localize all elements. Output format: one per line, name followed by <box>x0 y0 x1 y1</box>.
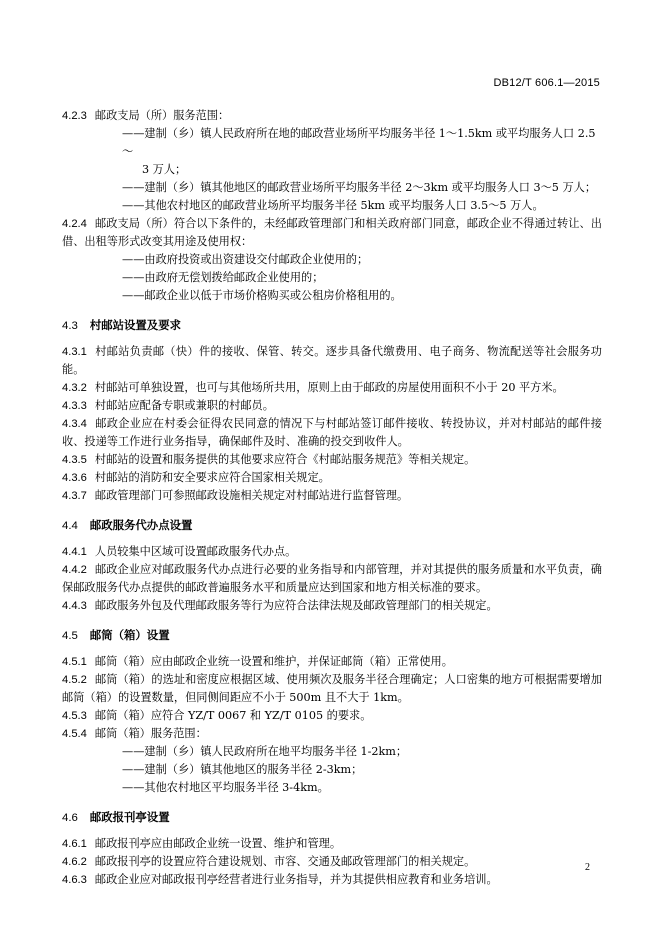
list-item: ——其他农村地区的邮政营业场所平均服务半径 5km 或平均服务人口 3.5～5 万人。 <box>122 199 544 212</box>
clause-4-6-2 <box>62 853 602 871</box>
clause-text: 邮政支局（所）服务范围： <box>94 109 230 122</box>
clause-number: 4.3.2 <box>62 382 87 394</box>
clause-text: 村邮站应配备专职或兼职的村邮员。 <box>94 399 274 412</box>
list-item: ——建制（乡）镇其他地区的邮政营业场所平均服务半径 2～3km 或平均服务人口 3～5 万人； <box>122 181 597 194</box>
clause-number: 4.4.1 <box>62 546 87 558</box>
section-number: 4.3 <box>62 320 78 332</box>
clause-number: 4.4.2 <box>62 564 87 576</box>
clause-number: 4.4.3 <box>62 600 87 612</box>
document-body <box>62 107 602 889</box>
clause-text: 邮筒（箱）应符合 YZ/T 0067 和 YZ/T 0105 的要求。 <box>94 709 372 722</box>
clause-number: 4.2.3 <box>62 110 87 122</box>
clause-text: 邮政报刊亭应由邮政企业统一设置、维护和管理。 <box>94 837 342 850</box>
section-heading-4-4 <box>62 517 602 535</box>
page-number: 2 <box>585 862 590 873</box>
clause-number: 4.6.1 <box>62 838 87 850</box>
document-id: DB12/T 606.1—2015 <box>493 77 600 89</box>
clause-number: 4.5.1 <box>62 656 87 668</box>
clause-number: 4.5.4 <box>62 728 87 740</box>
section-heading-4-3 <box>62 317 602 335</box>
clause-text: 邮政企业应对邮政报刊亭经营者进行业务指导，并为其提供相应教育和业务培训。 <box>94 873 498 886</box>
clause-number: 4.3.4 <box>62 418 87 430</box>
clause-text: 村邮站的设置和服务提供的其他要求应符合《村邮站服务规范》等相关规定。 <box>94 453 476 466</box>
section-number: 4.5 <box>62 630 78 642</box>
clause-4-3-3 <box>62 397 602 415</box>
clause-number: 4.3.1 <box>62 346 87 358</box>
clause-text: 邮政管理部门可参照邮政设施相关规定对村邮站进行监督管理。 <box>94 489 409 502</box>
clause-text: 村邮站的消防和安全要求应符合国家相关规定。 <box>94 471 330 484</box>
section-title: 村邮站设置及要求 <box>89 320 181 332</box>
clause-4-5-3 <box>62 707 602 725</box>
section-title: 邮政报刊亭设置 <box>89 812 170 824</box>
clause-4-2-4 <box>62 215 602 251</box>
clause-4-2-3 <box>62 107 602 125</box>
clause-number: 4.2.4 <box>62 218 87 230</box>
list-item: ——其他农村地区平均服务半径 3-4km。 <box>122 781 329 794</box>
clause-number: 4.3.5 <box>62 454 87 466</box>
list-item-continuation: 3 万人； <box>142 163 187 176</box>
section-heading-4-5 <box>62 627 602 645</box>
clause-text: 邮政报刊亭的设置应符合建设规划、市容、交通及邮政管理部门的相关规定。 <box>94 855 476 868</box>
clause-4-3-6 <box>62 469 602 487</box>
clause-number: 4.3.3 <box>62 400 87 412</box>
clause-number: 4.5.2 <box>62 674 87 686</box>
clause-4-4-1 <box>62 543 602 561</box>
clause-4-3-4 <box>62 415 602 451</box>
list-item: ——由政府无偿划拨给邮政企业使用的； <box>122 271 324 284</box>
clause-text: 邮筒（箱）服务范围： <box>94 727 207 740</box>
list-item: ——邮政企业以低于市场价格购买或公租房价格租用的。 <box>122 289 402 302</box>
list-item: ——建制（乡）镇人民政府所在地平均服务半径 1-2km； <box>122 745 408 758</box>
list-item: ——建制（乡）镇其他地区的服务半径 2-3km； <box>122 763 363 776</box>
clause-number: 4.6.3 <box>62 874 87 886</box>
clause-number: 4.3.7 <box>62 490 87 502</box>
clause-4-3-5 <box>62 451 602 469</box>
clause-4-6-1 <box>62 835 602 853</box>
section-number: 4.4 <box>62 520 78 532</box>
clause-4-3-1 <box>62 343 602 379</box>
clause-number: 4.5.3 <box>62 710 87 722</box>
clause-4-5-2 <box>62 671 602 707</box>
clause-text: 邮政企业应在村委会征得农民同意的情况下与村邮站签订邮件接收、转投协议，并对村邮站的邮件接收、投递等工作进行业务指导，确保邮件及时、准确的投交到收件人。 <box>62 417 602 448</box>
clause-number: 4.6.2 <box>62 856 87 868</box>
clause-4-3-7 <box>62 487 602 505</box>
clause-text: 人员较集中区域可设置邮政服务代办点。 <box>94 545 297 558</box>
clause-text: 村邮站负责邮（快）件的接收、保管、转交。逐步具备代缴费用、电子商务、物流配送等社会服务功能。 <box>62 345 602 376</box>
clause-text: 村邮站可单独设置，也可与其他场所共用，原则上由于邮政的房屋使用面积不小于 20 平方米。 <box>94 381 564 394</box>
clause-text: 邮筒（箱）应由邮政企业统一设置和维护，并保证邮筒（箱）正常使用。 <box>94 655 453 668</box>
section-heading-4-6 <box>62 809 602 827</box>
clause-text: 邮政企业应对邮政服务代办点进行必要的业务指导和内部管理，并对其提供的服务质量和水平负责，确保邮政服务代办点提供的邮政普遍服务水平和质量应达到国家和地方相关标准的要求。 <box>62 563 602 594</box>
clause-4-3-2 <box>62 379 602 397</box>
clause-4-4-2 <box>62 561 602 597</box>
clause-4-4-3 <box>62 597 602 615</box>
list-item: ——建制（乡）镇人民政府所在地的邮政营业场所平均服务半径 1～1.5km 或平均服务人口 2.5～ <box>122 127 596 158</box>
section-number: 4.6 <box>62 812 78 824</box>
clause-4-6-3 <box>62 871 602 889</box>
clause-4-5-4 <box>62 725 602 743</box>
section-title: 邮筒（箱）设置 <box>89 630 170 642</box>
clause-text: 邮政服务外包及代理邮政服务等行为应符合法律法规及邮政管理部门的相关规定。 <box>94 599 498 612</box>
clause-text: 邮筒（箱）的选址和密度应根据区域、使用频次及服务半径合理确定；人口密集的地方可根据需要增加邮筒（箱）的设置数量，但同侧间距应不小于 500m 且不大于 1km。 <box>62 673 602 704</box>
section-title: 邮政服务代办点设置 <box>89 520 193 532</box>
list-item: ——由政府投资或出资建设交付邮政企业使用的； <box>122 253 369 266</box>
clause-number: 4.3.6 <box>62 472 87 484</box>
clause-4-5-1 <box>62 653 602 671</box>
clause-text: 邮政支局（所）符合以下条件的，未经邮政管理部门和相关政府部门同意，邮政企业不得通过转让、出借、出租等形式改变其用途及使用权： <box>62 217 602 248</box>
